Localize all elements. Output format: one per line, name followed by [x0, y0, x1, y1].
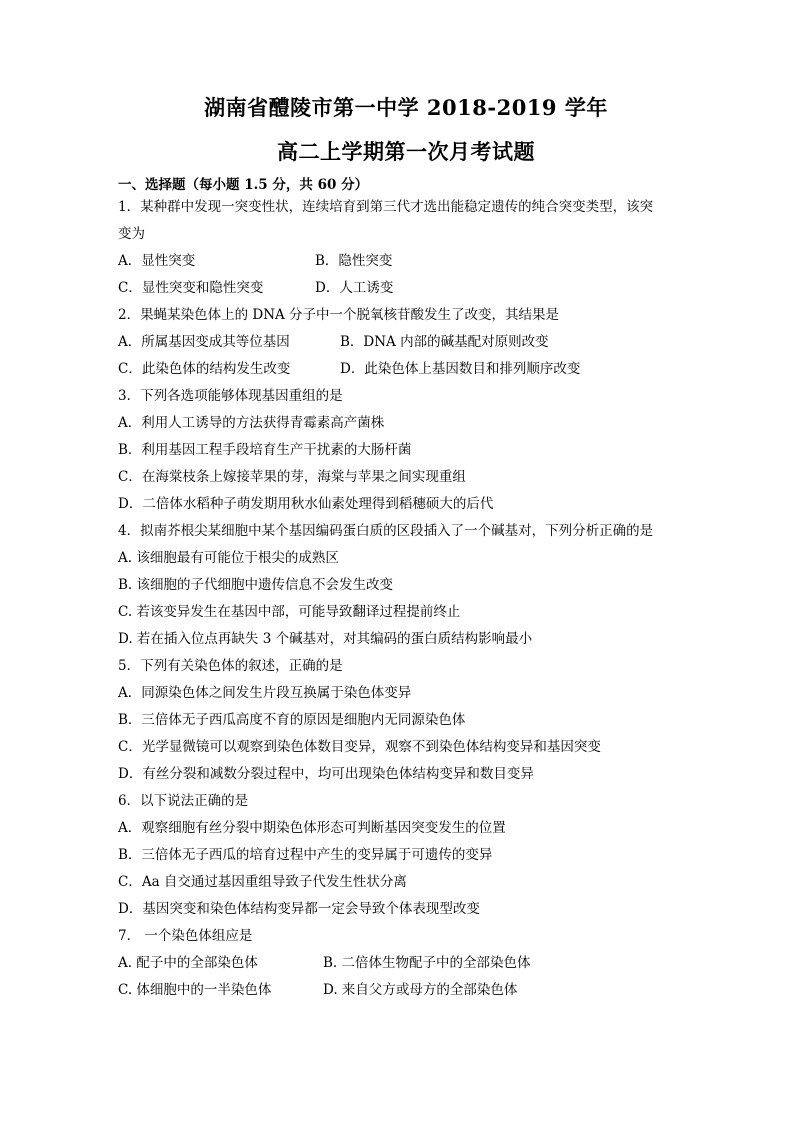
option-a: A．观察细胞有丝分裂中期染色体形态可判断基因突变发生的位置	[118, 820, 506, 836]
option-a: A．同源染色体之间发生片段互换属于染色体变异	[118, 685, 412, 701]
option-row	[118, 329, 694, 356]
option-c: C．在海棠枝条上嫁接苹果的芽，海棠与苹果之间实现重组	[118, 469, 466, 485]
option-a: A．所属基因变成其等位基因	[118, 334, 290, 350]
option-row	[118, 950, 694, 977]
question-3	[118, 383, 694, 518]
option-b: B．三倍体无子西瓜高度不育的原因是细胞内无同源染色体	[118, 712, 466, 728]
option-d: D. 来自父方或母方的全部染色体	[323, 982, 518, 998]
question-7	[118, 923, 694, 1004]
option-c: C．此染色体的结构发生改变	[118, 361, 291, 377]
option-c: C．Aa 自交通过基因重组导致子代发生性状分离	[118, 874, 407, 890]
option-b: B．隐性突变	[315, 253, 393, 269]
question-stem-line: 6．以下说法正确的是	[118, 793, 249, 809]
option-a: A．显性突变	[118, 253, 196, 269]
question-stem-line: 3．下列各选项能够体现基因重组的是	[118, 388, 343, 404]
question-stem-line: 7． 一个染色体组应是	[118, 928, 253, 944]
option-row	[118, 275, 694, 302]
option-b: B．利用基因工程手段培育生产干扰素的大肠杆菌	[118, 442, 412, 458]
question-stem-line: 4．拟南芥根尖某细胞中某个基因编码蛋白质的区段插入了一个碱基对，下列分析正确的是	[118, 523, 654, 539]
option-row	[118, 977, 694, 1004]
question-stem-line: 1．某种群中发现一突变性状，连续培育到第三代才选出能稳定遗传的纯合突变类型，该突	[118, 199, 654, 215]
option-d: D．基因突变和染色体结构变异都一定会导致个体表现型改变	[118, 901, 480, 917]
option-d: D．人工诱变	[315, 280, 394, 296]
option-c: C．显性突变和隐性突变	[118, 280, 264, 296]
question-stem-line: 5．下列有关染色体的叙述，正确的是	[118, 658, 343, 674]
option-d: D．二倍体水稻种子萌发期用秋水仙素处理得到稻穗硕大的后代	[118, 496, 494, 512]
option-d: D. 若在插入位点再缺失 3 个碱基对，对其编码的蛋白质结构影响最小	[118, 631, 533, 647]
question-4	[118, 518, 694, 653]
option-d: D．有丝分裂和减数分裂过程中，均可出现染色体结构变异和数目变异	[118, 766, 534, 782]
option-a: A. 该细胞最有可能位于根尖的成熟区	[118, 550, 339, 566]
option-row	[118, 356, 694, 383]
option-c: C. 若该变异发生在基因中部，可能导致翻译过程提前终止	[118, 604, 461, 620]
option-b: B．三倍体无子西瓜的培育过程中产生的变异属于可遗传的变异	[118, 847, 493, 863]
option-c: C. 体细胞中的一半染色体	[118, 982, 272, 998]
question-6	[118, 788, 694, 923]
question-2	[118, 302, 694, 383]
question-5	[118, 653, 694, 788]
option-d: D．此染色体上基因数目和排列顺序改变	[340, 361, 581, 377]
option-a: A．利用人工诱导的方法获得青霉素高产菌株	[118, 415, 385, 431]
option-c: C．光学显微镜可以观察到染色体数目变异，观察不到染色体结构变异和基因突变	[118, 739, 601, 755]
question-stem-line: 变为	[118, 226, 145, 242]
section-heading: 一、选择题（每小题 1.5 分，共 60 分）	[118, 177, 369, 193]
option-a: A. 配子中的全部染色体	[118, 955, 258, 971]
option-row	[118, 248, 694, 275]
question-stem-line: 2．果蝇某染色体上的 DNA 分子中一个脱氧核苷酸发生了改变，其结果是	[118, 307, 560, 323]
question-1	[118, 194, 694, 302]
exam-title-subject: 高二上学期第一次月考试题	[277, 139, 535, 164]
option-b: B．DNA 内部的碱基配对原则改变	[340, 334, 549, 350]
option-b: B. 二倍体生物配子中的全部染色体	[323, 955, 531, 971]
option-b: B. 该细胞的子代细胞中遗传信息不会发生改变	[118, 577, 394, 593]
exam-title-school: 湖南省醴陵市第一中学 2018-2019 学年	[204, 95, 608, 120]
